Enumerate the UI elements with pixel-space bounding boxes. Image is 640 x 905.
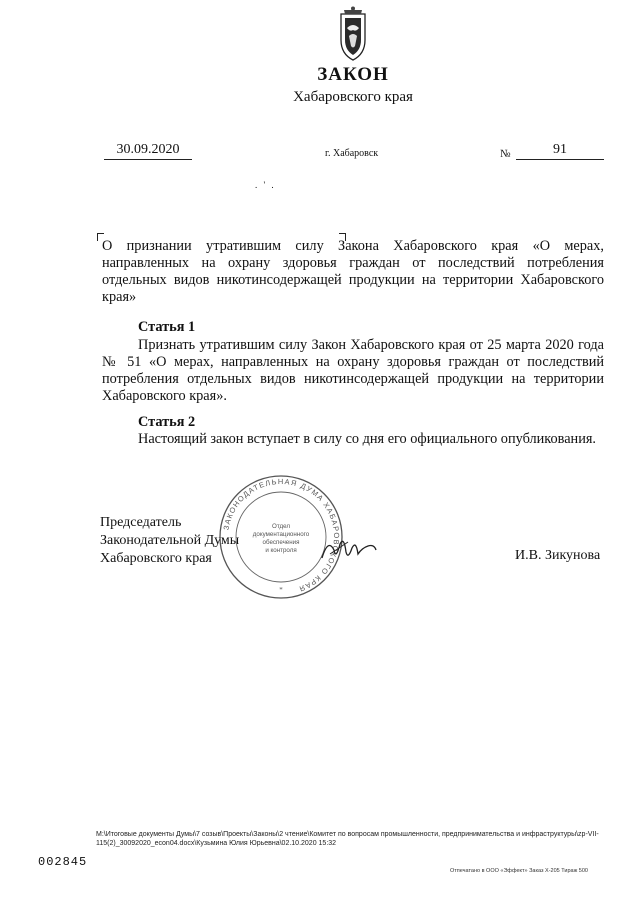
print-info: Отпечатано в ООО «Эффект» Заказ Х-205 Тираж 500 bbox=[450, 868, 588, 874]
signatory-line-3: Хабаровского края bbox=[100, 551, 212, 566]
coat-of-arms-icon bbox=[331, 6, 375, 62]
file-path-footer bbox=[96, 830, 616, 848]
law-subject: О признании утратившим силу Закона Хабаровского края «О мерах, направленных на охрану здоровья граждан от последствий потребления отдельных видов никотинсодержащей продукции на территории Хабаровского края» bbox=[102, 238, 604, 305]
svg-text:Отдел: Отдел bbox=[272, 523, 290, 530]
document-city: г. Хабаровск bbox=[325, 148, 379, 159]
signatory-line-2: Законодательной Думы bbox=[100, 533, 240, 548]
article-1-heading: Статья 1 bbox=[138, 319, 196, 335]
svg-text:ЗАКОНОДАТЕЛЬНАЯ ДУМА ХАБАРОВСК: ЗАКОНОДАТЕЛЬНАЯ ДУМА ХАБАРОВСКОГО КРАЯ bbox=[221, 476, 342, 594]
registry-number: 002845 bbox=[38, 855, 88, 869]
article-2-text: Настоящий закон вступает в силу со дня его официального опубликования. bbox=[138, 431, 596, 447]
document-number: 91 bbox=[516, 142, 604, 160]
article-1-text: Признать утратившим силу Закон Хабаровского края от 25 марта 2020 года № 51 «О мерах, направленных на охрану здоровья граждан от последствий потребления отдельных видов никотинсодержащей продукции на территории Хабаровского края». bbox=[102, 337, 604, 404]
svg-text:и контроля: и контроля bbox=[265, 547, 297, 554]
svg-text:*: * bbox=[279, 586, 283, 594]
file-path-line-1: М:\Итоговые документы Думы\7 созыв\Проекты\Законы\2 чтение\Комитет по вопросам промышленности, предпринимательства и инфраструктуры\zp-VII- bbox=[96, 831, 599, 838]
handwritten-signature bbox=[318, 530, 380, 570]
svg-text:документационного: документационного bbox=[252, 531, 310, 538]
stray-marks: . ' . bbox=[255, 180, 276, 190]
svg-text:обеспечения: обеспечения bbox=[262, 539, 300, 546]
signatory-line-1: Председатель bbox=[100, 515, 182, 530]
document-subtitle: Хабаровского края bbox=[293, 89, 413, 105]
file-path-line-2: 115(2)_30092020_econ04.docx\Кузьмина Юлия Юрьевна\02.10.2020 15:32 bbox=[96, 840, 337, 847]
document-title: ЗАКОН bbox=[317, 64, 389, 85]
number-label: № bbox=[500, 148, 511, 160]
document-date: 30.09.2020 bbox=[104, 142, 192, 160]
article-2-heading: Статья 2 bbox=[138, 414, 196, 430]
signatory-name: И.В. Зикунова bbox=[515, 548, 601, 563]
